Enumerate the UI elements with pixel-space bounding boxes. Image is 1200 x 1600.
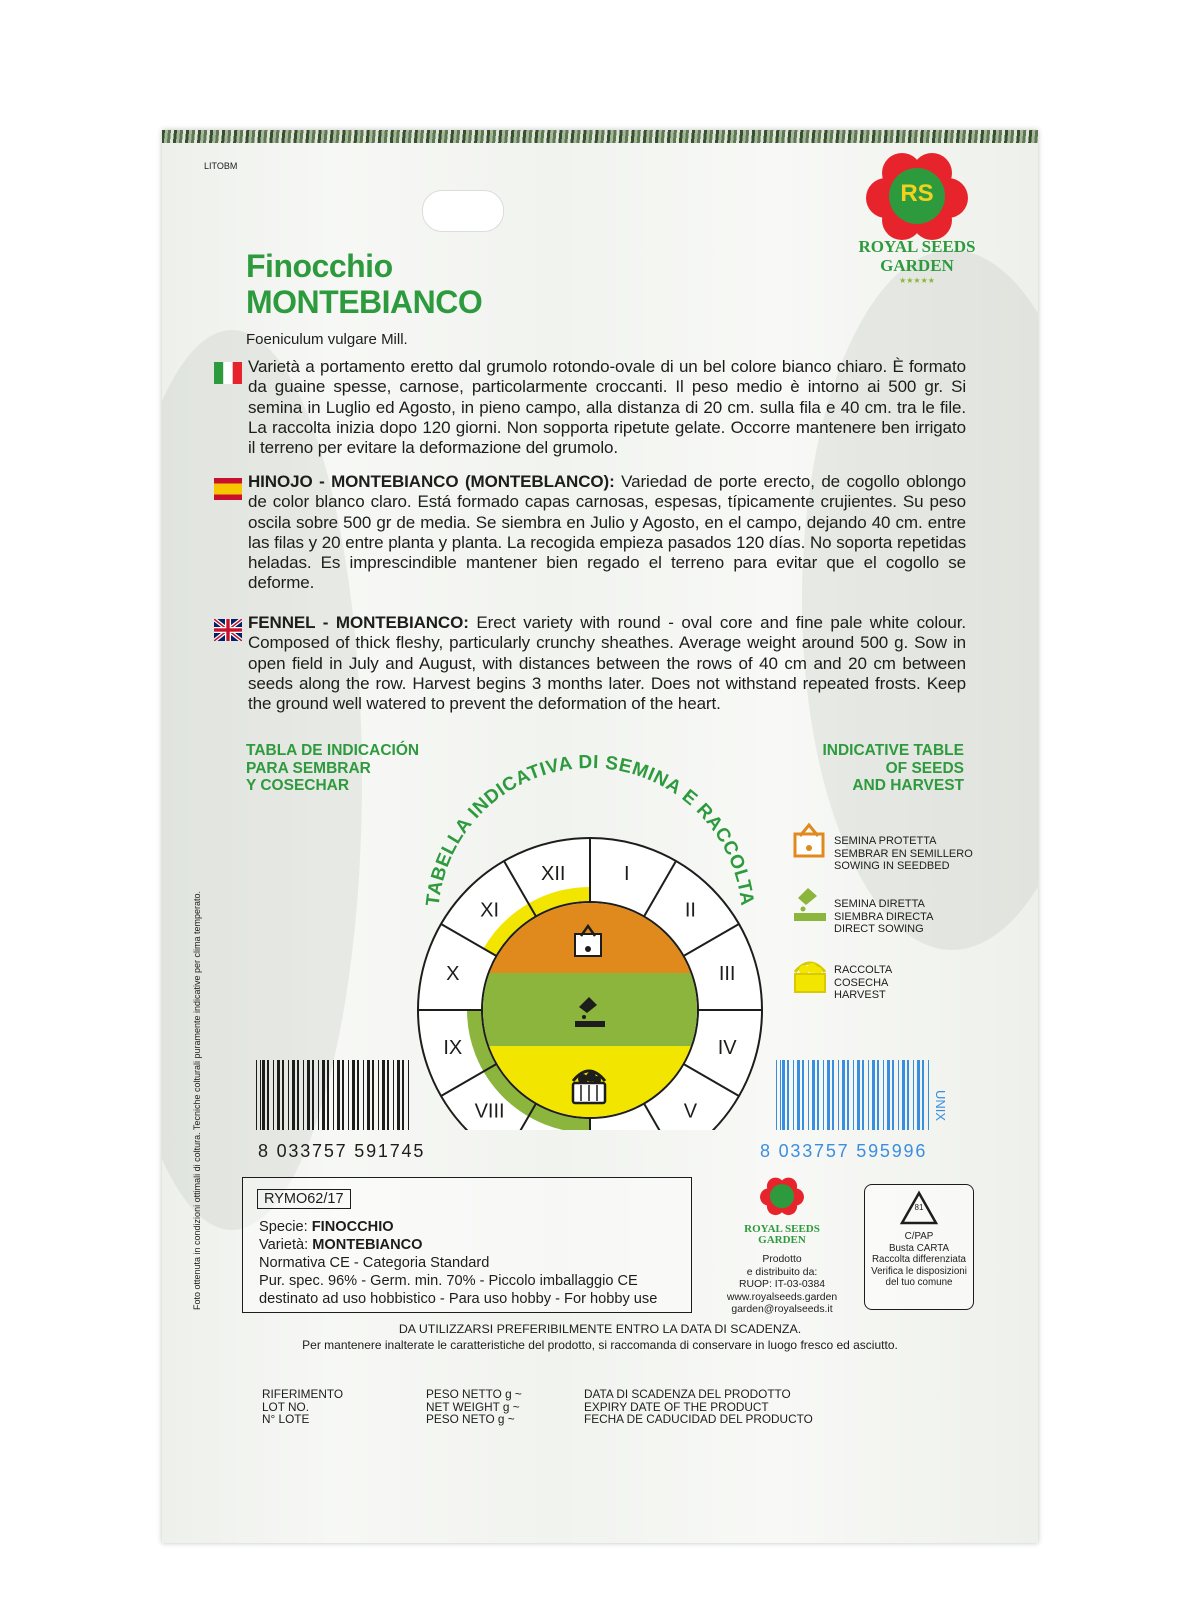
barcode-bar (838, 1060, 839, 1130)
month-label-XI: XI (480, 899, 500, 922)
barcode-left-digits: 8 033757 591745 (258, 1141, 426, 1161)
description-italian: Varietà a portamento eretto dal grumolo rotondo-ovale di un bel colore bianco chiaro. È formato da guaine spesse, carnose, particolarmente croccanti. Il peso medio è intorno ai 500 gr. Si semina in Luglio ed Agosto, in pieno campo, alla distanza di 20 cm. sulla fila e 40 cm. tra le file. La raccolta inizia dopo 120 giorni. Non sopporta ripetute gelate. Occorre mantenere ben irrigato il terreno per evitare la deformazione del grumolo. (248, 357, 966, 458)
footer-expiry-col (584, 1388, 813, 1426)
legend-harvest-line2: COSECHA (834, 976, 889, 989)
protected-sowing-icon (792, 822, 828, 858)
barcode-bar (387, 1060, 389, 1130)
footer-ref-es: N° LOTE (262, 1412, 310, 1426)
barcode-bar (892, 1060, 894, 1130)
product-variety: MONTEBIANCO (246, 284, 483, 320)
footer-weight-col (426, 1388, 522, 1426)
barcode-bar (297, 1060, 299, 1130)
english-text: Erect variety with round - oval core and fine pale white colour. Composed of thick fleshy, particularly crunchy sheathes. Average weight around 500 g. Sow in open field in July and August, with distances between the rows of 40 cm and 20 cm between seeds along the row. Harvest begins 3 months later. Does not withstand repeated frosts. Keep the ground well watered to prevent the deformation of the heart. (248, 613, 966, 714)
barcode-bar (292, 1060, 295, 1130)
harvest-basket-icon (792, 958, 828, 994)
barcode-bar (382, 1060, 385, 1130)
brand-name-line1: ROYAL SEEDS (858, 237, 976, 256)
table-title-es-line2: PARA SEMBRAR (246, 759, 371, 777)
barcode-bar (847, 1060, 849, 1130)
species-line (259, 1219, 394, 1236)
legend-direct-line2: SIEMBRA DIRECTA (834, 910, 934, 923)
barcode-bar (872, 1060, 875, 1130)
recycle-number: 81 (914, 1203, 924, 1212)
month-label-X: X (446, 963, 460, 986)
barcode-bar (917, 1060, 920, 1130)
month-label-IV: IV (717, 1036, 737, 1059)
recycle-line3: Verifica le disposizioni (871, 1265, 967, 1277)
barcode-bar (322, 1060, 325, 1130)
barcode-bar (372, 1060, 374, 1130)
barcode-bar (928, 1060, 929, 1130)
recycling-box (864, 1184, 974, 1310)
table-title-en-line3: AND HARVEST (852, 777, 964, 794)
barcode-bar (312, 1060, 314, 1130)
barcode-bar (357, 1060, 359, 1130)
photo-disclaimer: Foto ottenuta in condizioni ottimali di coltura. Tecniche colturali puramente indicative per clima temperato. (192, 890, 202, 1310)
barcode-right (774, 1060, 948, 1130)
reference-code: RYMO62/17 (257, 1189, 351, 1209)
barcode-bar (333, 1060, 334, 1130)
print-code: LITOBM (204, 161, 238, 171)
barcode-bar (913, 1060, 914, 1130)
legend-direct-line1: SEMINA DIRETTA (834, 898, 925, 910)
latin-name: Foeniculum vulgare Mill. (246, 331, 408, 348)
legend-protected-sowing (834, 835, 974, 873)
calendar-arc-title: TABELLA INDICATIVA DI SEMINA E RACCOLTA (422, 751, 758, 908)
barcode-bar (363, 1060, 364, 1130)
table-title-en-line2: OF SEEDS (885, 759, 964, 777)
barcode-bar (868, 1060, 869, 1130)
barcode-bar (408, 1060, 409, 1130)
barcode-bar (832, 1060, 834, 1130)
barcode-bar (793, 1060, 794, 1130)
barcode-bar (256, 1060, 257, 1130)
barcode-bar (780, 1060, 781, 1130)
footer-reference-col (262, 1388, 343, 1426)
barcode-bar (842, 1060, 845, 1130)
barcode-bar (393, 1060, 394, 1130)
distributor-line2: e distribuito da: (746, 1266, 818, 1278)
barcode-bar (348, 1060, 349, 1130)
barcode-bar (922, 1060, 924, 1130)
barcode-bar (782, 1060, 785, 1130)
storage-notice: Per mantenere inalterate le caratteristiche del prodotto, si raccomanda di conservare in luogo fresco ed asciutto. (302, 1338, 898, 1352)
barcode-right-label: UNIX (933, 1090, 948, 1122)
brand-initials: RS (900, 180, 934, 207)
barcode-bar (267, 1060, 269, 1130)
distributor-line3: RUOP: IT-03-0384 (738, 1279, 826, 1290)
description-english (248, 613, 966, 714)
footer-weight-es: PESO NETO g ~ (426, 1412, 515, 1426)
product-title: Finocchio (246, 248, 393, 284)
barcode-bar (808, 1060, 809, 1130)
packet-top-photo-strip (162, 130, 1038, 143)
barcode-bar (802, 1060, 804, 1130)
barcode-bar (327, 1060, 329, 1130)
purity-line: Pur. spec. 96% - Germ. min. 70% - Piccolo imballaggio CE (259, 1273, 638, 1289)
hanging-hole (422, 190, 504, 232)
legend-protected-line2: SEMBRAR EN SEMILLERO (834, 847, 973, 860)
barcode-bar (902, 1060, 905, 1130)
barcode-bar (907, 1060, 909, 1130)
month-label-V: V (683, 1100, 698, 1123)
barcode-bar (288, 1060, 289, 1130)
barcode-bar (797, 1060, 800, 1130)
barcode-bar (817, 1060, 819, 1130)
expiry-notice: DA UTILIZZARSI PREFERIBILMENTE ENTRO LA DATA DI SCADENZA. (398, 1322, 802, 1336)
footer-weight-en: NET WEIGHT g ~ (426, 1399, 520, 1414)
italian-flag-icon (214, 362, 242, 384)
footer-ref-en: LOT NO. (262, 1399, 309, 1414)
month-label-IX: IX (443, 1036, 463, 1059)
barcode-bar (787, 1060, 789, 1130)
legend-direct-sowing (834, 898, 974, 936)
recycle-line2: Raccolta differenziata (871, 1254, 967, 1265)
barcode-bar (883, 1060, 884, 1130)
barcode-bar (337, 1060, 340, 1130)
brand-name-line2: GARDEN (880, 256, 954, 275)
barcode-bar (827, 1060, 830, 1130)
barcode-bar (877, 1060, 879, 1130)
legend-protected-line3: SOWING IN SEEDBED (834, 860, 950, 873)
brand-stars: ★★★★★ (899, 276, 935, 285)
barcode-bar (318, 1060, 319, 1130)
recycle-line4: del tuo comune (885, 1277, 953, 1288)
recycle-line1: Busta CARTA (888, 1242, 950, 1254)
small-clover-logo-icon (754, 1175, 810, 1219)
barcode-bar (273, 1060, 274, 1130)
table-title-es-line1: TABLA DE INDICACIÓN (246, 742, 420, 759)
barcode-bar (262, 1060, 265, 1130)
distributor-email: garden@royalseeds.it (731, 1304, 833, 1315)
table-title-es-line3: Y COSECHAR (246, 777, 350, 794)
barcode-bar (823, 1060, 824, 1130)
barcode-bar (367, 1060, 370, 1130)
barcode-bar (282, 1060, 284, 1130)
barcode-bar (307, 1060, 310, 1130)
footer-expiry-es: FECHA DE CADUCIDAD DEL PRODUCTO (584, 1412, 813, 1426)
regulation-line: Normativa CE - Categoria Standard (259, 1255, 490, 1271)
species-label: Specie: (259, 1219, 312, 1235)
hobby-use-line: destinato ad uso hobbistico - Para uso hobby - For hobby use (259, 1291, 658, 1307)
recycle-code: C/PAP (904, 1231, 934, 1242)
distributor-lines (722, 1254, 842, 1317)
barcode-left (254, 1060, 428, 1130)
sowing-calendar-wheel (380, 710, 800, 1130)
distributor-brand-2: GARDEN (758, 1234, 806, 1246)
barcode-bar (352, 1060, 355, 1130)
direct-sowing-icon (792, 886, 828, 922)
footer-expiry-it: DATA DI SCADENZA DEL PRODOTTO (584, 1387, 791, 1401)
footer-ref-it: RIFERIMENTO (262, 1387, 344, 1401)
description-spanish (248, 472, 966, 594)
english-heading: FENNEL - MONTEBIANCO: (248, 613, 469, 632)
month-label-I: I (623, 862, 630, 885)
month-label-VIII: VIII (474, 1100, 505, 1123)
barcode-bar (898, 1060, 899, 1130)
distributor-website: www.royalseeds.garden (726, 1291, 838, 1303)
barcode-bar (776, 1060, 777, 1130)
spanish-flag-icon (214, 478, 242, 500)
barcode-right-digits: 8 033757 595996 (760, 1141, 928, 1161)
spanish-text: Variedad de porte erecto, de cogollo oblongo de color blanco claro. Está formado capas carnosas, espesas, típicamente crujientes. Su peso oscila sobre 500 gr de media. Se siembra en Julio y Agosto, en el campo, dejando 40 cm. entre las filas y 20 entre planta y planta. La recogida empieza pasados 120 días. No soporta repetidas heladas. Es imprescindible mantener bien regado el terreno para evitar que el cogollo se deforme. (248, 472, 966, 593)
barcode-bar (402, 1060, 404, 1130)
variety-value: MONTEBIANCO (312, 1237, 423, 1253)
footer-expiry-en: EXPIRY DATE OF THE PRODUCT (584, 1399, 769, 1414)
legend-harvest (834, 964, 974, 1002)
barcode-bar (277, 1060, 280, 1130)
product-info-box (242, 1177, 692, 1313)
barcode-bar (853, 1060, 854, 1130)
species-value: FINOCCHIO (311, 1219, 394, 1235)
seed-packet-back (162, 130, 1038, 1543)
variety-label: Varietà: (259, 1237, 313, 1253)
barcode-bar (862, 1060, 864, 1130)
barcode-bar (342, 1060, 344, 1130)
table-title-en-line1: INDICATIVE TABLE (822, 742, 964, 759)
barcode-bar (378, 1060, 379, 1130)
month-label-XII: XII (541, 862, 566, 885)
brand-logo (852, 148, 982, 298)
footer-weight-it: PESO NETTO g ~ (426, 1387, 522, 1401)
harvest-basket-band-icon (573, 1071, 605, 1103)
spanish-heading: HINOJO - MONTEBIANCO (MONTEBLANCO): (248, 472, 615, 491)
barcode-bar (260, 1060, 261, 1130)
legend-harvest-line3: HARVEST (834, 989, 886, 1002)
distributor-brand-1: ROYAL SEEDS (744, 1223, 820, 1235)
barcode-bar (303, 1060, 304, 1130)
barcode-bar (887, 1060, 890, 1130)
distributor-line1: Prodotto (762, 1254, 802, 1265)
barcode-bar (397, 1060, 400, 1130)
legend-protected-line1: SEMINA PROTETTA (834, 835, 937, 847)
barcode-bar (812, 1060, 815, 1130)
month-label-II: II (684, 899, 696, 922)
uk-flag-icon (214, 619, 242, 641)
month-label-III: III (718, 963, 736, 986)
barcode-bar (857, 1060, 860, 1130)
legend-harvest-line1: RACCOLTA (834, 964, 893, 976)
legend-direct-line3: DIRECT SOWING (834, 923, 924, 936)
variety-line (259, 1237, 423, 1254)
distributor-block (722, 1175, 842, 1325)
